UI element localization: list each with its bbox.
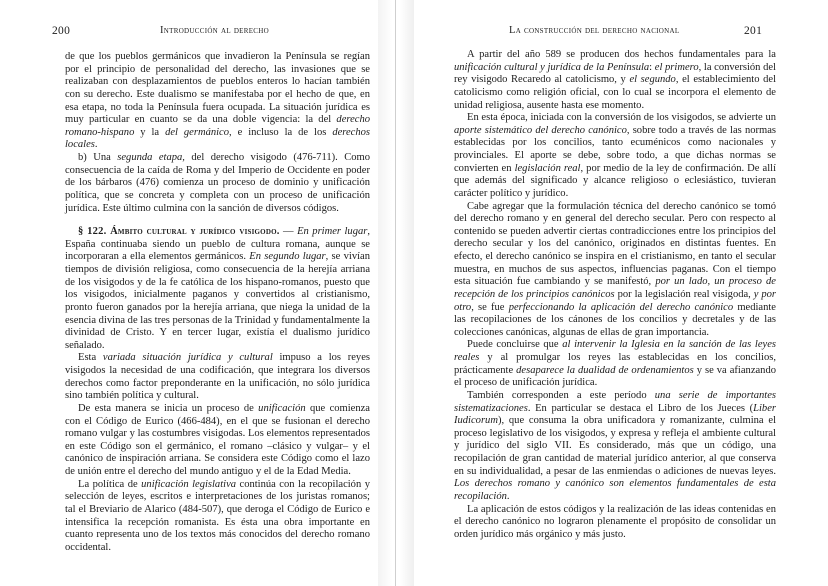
text-run: . En particular se destaca el Libro de los Jueces (: [527, 402, 754, 414]
italic-run: perfeccionando la aplicación del derecho canónico: [508, 301, 734, 313]
text-run: continúa con la recopilación y selección de leyes, escritos e interpretaciones de los juristas romanos; tal el Breviario de Alarico (484-507), que deroga el Código de Eurico e intensifica la recepción romanista. Es ésta una obra importante en cuanto representa uno de los textos más conocidos del derecho romano occidental.: [65, 478, 370, 553]
text-run: , la conversión del rey visigodo Recaredo al catolicismo, y: [454, 61, 776, 86]
text-run: impuso a los reyes visigodos la necesidad de una codificación, que integrara los diversos derechos como factor preponderante en la unificación, no sólo jurídica sino también política y cultural.: [65, 352, 370, 402]
right-page-body: [454, 49, 776, 541]
right-page-number: 201: [744, 25, 763, 37]
italic-run: el primero: [654, 61, 699, 73]
text-run: .: [94, 139, 98, 151]
text-run: —: [279, 226, 298, 238]
text-run: , e incluso la de los: [229, 126, 333, 138]
left-page-number: 200: [52, 25, 71, 37]
text-run: y se va afianzando el proceso de unificación jurídica.: [454, 364, 777, 389]
text-run: La aplicación de estos códigos y la realización de las ideas contenidas en el derecho canónico no lograron plenamente el propósito de consolidar un orden jurídico más orgánico y más justo.: [454, 503, 776, 540]
paragraph: [65, 152, 370, 215]
text-run: y al promulgar los reyes las establecidas en los concilios, prácticamente: [454, 352, 776, 376]
italic-run: una serie de importantes sistematizaciones: [454, 389, 776, 414]
text-run: Cabe agregar que la formulación técnica del derecho canónico se tomó del derecho romano y en general del derecho secular. Pero con respecto al contenido se pueden advertir ciertas contradicciones entre los principios del derecho secular y los del canónico, originados en distintas fuentes. En efecto, el derecho canónico se inspira en el cristianismo, en tanto el secular muestra, en muchos de sus aspectos, influencias paganas. Con el tiempo esta situación fue cambiando y se manifestó,: [454, 200, 776, 288]
right-page: [414, 0, 828, 586]
section-heading: § 122. Ámbito cultural y jurídico visigodo.: [78, 226, 280, 238]
italic-run: el segundo: [629, 74, 676, 86]
italic-run: derechos locales: [65, 126, 370, 151]
book-gutter: [378, 0, 414, 586]
italic-run: Liber Iudicorum: [454, 402, 776, 427]
text-run: De esta manera se inicia un proceso de: [78, 402, 259, 414]
italic-run: legislación real: [514, 162, 581, 174]
text-run: .: [506, 490, 510, 502]
text-run: y la: [134, 126, 166, 138]
italic-run: por un lado, un proceso de recepción de los principios canónicos: [454, 276, 776, 300]
gutter-fold-line: [395, 0, 396, 586]
text-run: , se fue: [471, 301, 509, 313]
italic-run: derecho romano-hispano: [65, 114, 370, 138]
paragraph: [65, 51, 370, 152]
italic-run: segunda etapa,: [117, 152, 185, 163]
text-run: :: [649, 61, 655, 73]
paragraph: [65, 403, 370, 479]
italic-run: unificación cultural y jurídica de la Península: [454, 61, 650, 73]
text-run: mediante las recopilaciones de los cánones de los concilios y decretales y de las colecciones canónicas, algunas de ellas de gran importancia.: [454, 301, 776, 338]
text-run: , sobre todo a través de las normas establecidas por los concilios, tanto ecuménicos como nacionales y provinciales. El aporte se debe, sobre todo, a que dichas normas se convierten en: [454, 124, 776, 174]
left-running-head: Introducción al derecho: [160, 25, 269, 36]
paragraph: [454, 339, 776, 390]
italic-run: En primer lugar: [297, 226, 368, 238]
right-running-head: La construcción del derecho nacional: [509, 25, 680, 36]
italic-run: Los derechos romano y canónico son elementos fundamentales de esta recopilación: [454, 478, 776, 502]
text-run: Puede concluirse que: [467, 339, 563, 351]
left-page-body: [65, 51, 370, 554]
italic-run: variada situación jurídica y cultural: [102, 352, 273, 364]
text-run: , el establecimiento del catolicismo como religión oficial, con lo cual se incorpora el elemento de unidad religiosa, ausente hasta ese momento.: [454, 74, 777, 111]
paragraph: [454, 504, 776, 542]
text-run: , España continuaba siendo un pueblo de cultura romana, aunque se incorporaran a ella elementos germánicos.: [65, 226, 370, 263]
paragraph: [65, 352, 370, 403]
italic-run: En segundo lugar: [249, 251, 326, 263]
paragraph: [454, 390, 776, 504]
italic-run: unificación: [258, 402, 306, 414]
italic-run: del germánico: [165, 126, 229, 138]
italic-run: al intervenir la Iglesia en la sanción de las leyes reales: [454, 339, 776, 363]
paragraph: [454, 112, 776, 200]
text-run: La política de: [78, 478, 142, 490]
text-run: En esta época, iniciada con la conversión de los visigodos, se advierte un: [467, 112, 776, 124]
italic-run: aporte sistemático del derecho canónico: [454, 124, 627, 136]
text-run: de que los pueblos germánicos que invadieron la Península se regían por el principio de personalidad del derecho, las invasiones que se realizaban con desplazamientos de pueblos enteros lo hacían también con su derecho. Este dualismo se manifestaba por el hecho de que, en esa etapa, no toda la Península fuera ocupada. La situación jurídica es muy particular en cuanto se da una doble vigencia: la del: [65, 51, 370, 126]
paragraph: [65, 479, 370, 555]
text-run: También corresponden a este período: [467, 389, 655, 401]
text-run: por la legislación real visigoda,: [614, 288, 754, 300]
left-page: [0, 0, 380, 586]
text-run: ), que consuma la obra unificadora y romanizante, culmina el proceso legislativo de los visigodos, y expresa y refleja el ambiente cultural y jurídico del siglo VII. Es considerado, más que un código, una recopilación de gran cantidad de material jurídico anterior, al que conserva en su individualidad, a pesar de las enmiendas o adiciones de nuevas leyes.: [454, 415, 776, 477]
italic-run: y por otro: [454, 288, 776, 313]
paragraph: [454, 49, 776, 112]
text-run: A partir del año 589 se producen dos hechos fundamentales para la: [467, 49, 776, 60]
text-run: que comienza con el Código de Eurico (466-484), en el que se fusionan el derecho romano vulgar y las costumbres visigodas. Los elementos representados en este Código son el germánico, el romano –clásico y vulgar– y el canónico de inspiración arriana. Se considera este Código como el lazo de unión entre el derecho del mundo antiguo y el de la Edad Media.: [65, 402, 370, 477]
italic-run: desaparece la dualidad de ordenamientos: [516, 364, 694, 376]
italic-run: unificación legislativa: [141, 478, 237, 490]
text-run: del derecho visigodo (476-711). Como consecuencia de la caída de Roma y del Imperio de Occidente en poder de los bárbaros (476) comienza un proceso de dominio y unificación política, que se concreta y completa con un proceso de unificación jurídica. Este último culmina con la sanción de diversos códigos.: [65, 152, 370, 214]
text-run: , se vivían tiempos de división religiosa, como consecuencia de la herejía arriana de los visigodos y de la fe católica de los hispano-romanos, puesto que los visigodos, inicialmente paganos y convertidos al cristianismo, pronto fueron ganados por la herejía arriana, que niega la unidad de la esencia divina de las tres personas de la Trinidad y fundamentalmente la divinidad de Cristo. Y en tercer lugar, existía el dualismo jurídico señalado.: [65, 251, 371, 351]
text-run: , por medio de la ley de confirmación. De allí que además del significado y alcance religioso o eclesiástico, tuvieran carácter político y jurídico.: [454, 162, 776, 199]
paragraph: [65, 226, 370, 352]
text-run: b) Una: [78, 152, 118, 163]
text-run: Esta: [78, 352, 103, 364]
paragraph: [454, 201, 776, 340]
